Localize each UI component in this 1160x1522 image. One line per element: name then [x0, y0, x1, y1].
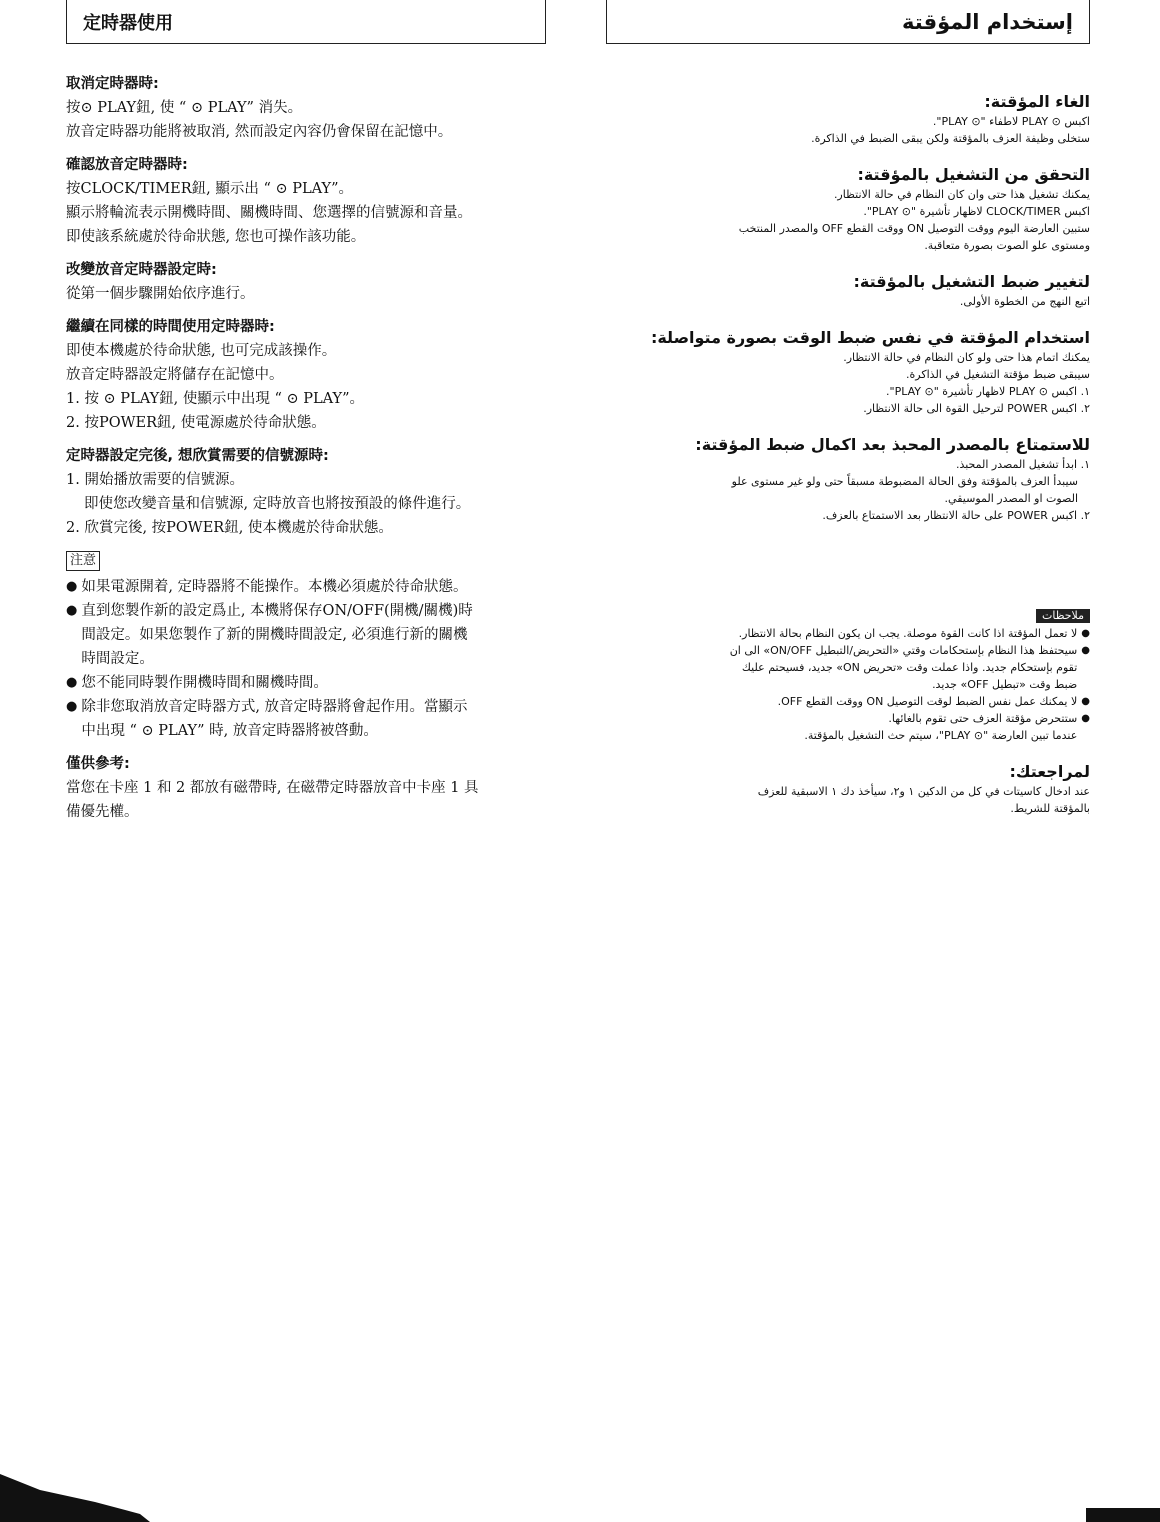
section-line: سيبدأ العزف بالمؤقتة وفق الحالة المضبوطة مسبقاً حتى ولو غير مستوى علو — [731, 475, 1078, 488]
arabic-page-title: إستخدام المؤقتة — [902, 9, 1073, 34]
section-cancel-timer — [66, 72, 546, 144]
note-line: عندما تبين العارضة "⊙ PLAY"، سيتم حث التشغيل بالمؤقتة. — [804, 729, 1078, 742]
note-item — [66, 695, 546, 743]
section-line: 2. 欣賞完後, 按POWER鈕, 使本機處於待命狀態。 — [66, 520, 393, 536]
section-line: سيبقى ضبط مؤقتة التشغيل في الذاكرة. — [906, 368, 1090, 381]
scan-shadow-artifact — [0, 1462, 150, 1522]
reference-block-ar — [606, 760, 1090, 817]
reference-line: 當您在卡座 1 和 2 都放有磁帶時, 在磁帶定時器放音中卡座 1 具 — [66, 780, 479, 796]
reference-line: 備優先權。 — [66, 804, 139, 820]
bullet-icon: ● — [66, 579, 78, 594]
section-line: ستخلى وظيفة العزف بالمؤقتة ولكن يبقى الضبط في الذاكرة. — [811, 132, 1090, 145]
note-line: ضبط وقت «تبطيل OFF» جديد. — [932, 678, 1078, 691]
bullet-icon: ● — [1081, 645, 1090, 656]
section-line: 顯示將輪流表示開機時間、關機時間、您選擇的信號源和音量。 — [66, 205, 472, 221]
note-line: 間設定。如果您製作了新的開機時間設定, 必須進行新的關機 — [81, 627, 468, 643]
section-heading: 繼續在同樣的時間使用定時器時: — [66, 319, 275, 335]
section-line: 1. 開始播放需要的信號源。 — [66, 472, 244, 488]
section-line: ١. ابدأ تشغيل المصدر المحبذ. — [955, 458, 1090, 471]
reference-block — [66, 752, 546, 824]
note-line: 直到您製作新的設定爲止, 本機將保存ON/OFF(開機/關機)時 — [81, 603, 473, 619]
section-line: اكبس CLOCK/TIMER لاظهار تأشيرة "⊙ PLAY". — [863, 205, 1090, 218]
chinese-sections — [66, 44, 546, 824]
section-line: ٢. اكبس POWER لترحيل القوة الى حالة الانتظار. — [863, 402, 1090, 415]
section-heading: 確認放音定時器時: — [66, 157, 188, 173]
section-heading: لتغيير ضبط التشغيل بالمؤقتة: — [853, 272, 1090, 291]
note-line: 如果電源開着, 定時器將不能操作。本機必須處於待命狀態。 — [81, 579, 468, 595]
note-line: 除非您取消放音定時器方式, 放音定時器將會起作用。當顯示 — [81, 699, 468, 715]
section-heading: استخدام المؤقتة في نفس ضبط الوقت بصورة متواصلة: — [650, 328, 1090, 347]
note-line: 您不能同時製作開機時間和關機時間。 — [81, 675, 328, 691]
section-line: 即使本機處於待命狀態, 也可完成該操作。 — [66, 343, 337, 359]
bullet-icon: ● — [66, 675, 78, 690]
bullet-icon: ● — [66, 603, 78, 618]
section-line: 放音定時器設定將儲存在記憶中。 — [66, 367, 284, 383]
bullet-icon: ● — [1081, 713, 1090, 724]
arabic-column — [606, 0, 1090, 833]
section-line: ستبين العارضة اليوم ووقت التوصيل ON ووقت القطع OFF والمصدر المنتخب — [738, 222, 1090, 235]
note-line: لا يمكنك عمل نفس الضبط لوقت التوصيل ON ووقت القطع OFF. — [777, 695, 1078, 708]
arabic-sections — [606, 44, 1090, 817]
arabic-title-box — [606, 0, 1090, 44]
bullet-icon: ● — [1081, 696, 1090, 707]
section-heading: التحقق من التشغيل بالمؤقتة: — [857, 165, 1090, 184]
note-label-ar: ملاحظات — [1036, 609, 1090, 623]
section-line: اتبع النهج من الخطوة الأولى. — [959, 295, 1090, 308]
section-repeat-timer — [66, 315, 546, 435]
bullet-icon: ● — [1081, 628, 1090, 639]
section-enjoy-source-ar — [606, 433, 1090, 524]
section-change-timer — [66, 258, 546, 306]
notes-block — [66, 549, 546, 743]
section-line: 按⊙ PLAY鈕, 使 “ ⊙ PLAY” 消失。 — [66, 100, 303, 116]
note-label: 注意 — [66, 551, 100, 571]
section-line: ١. اكبس ⊙ PLAY لاظهار تأشيرة "⊙ PLAY". — [886, 385, 1090, 398]
section-line: يمكنك اتمام هذا حتى ولو كان النظام في حالة الانتظار. — [843, 351, 1090, 364]
section-line: 1. 按 ⊙ PLAY鈕, 使顯示中出現 “ ⊙ PLAY”。 — [66, 391, 365, 407]
note-line: 中出現 “ ⊙ PLAY” 時, 放音定時器將被啓動。 — [81, 723, 378, 739]
section-repeat-timer-ar — [606, 326, 1090, 417]
section-line: 即使您改變音量和信號源, 定時放音也將按預設的條件進行。 — [84, 496, 471, 512]
reference-line: عند ادخال كاسيتات في كل من الدكين ١ و٢، سيأخذ دك ١ الاسبقية للعزف — [757, 785, 1090, 798]
section-line: 放音定時器功能將被取消, 然而設定內容仍會保留在記憶中。 — [66, 124, 453, 140]
note-line: سيحتفظ هذا النظام بإستحكامات وقتي «التحريض/التبطيل ON/OFF» الى ان — [729, 644, 1078, 657]
section-heading: 定時器設定完後, 想欣賞需要的信號源時: — [66, 448, 329, 464]
section-line: يمكنك تشغيل هذا حتى وان كان النظام في حالة الانتظار. — [833, 188, 1090, 201]
section-line: 從第一個步驟開始依序進行。 — [66, 286, 255, 302]
reference-heading: لمراجعتك: — [1009, 762, 1090, 781]
note-item — [66, 599, 546, 671]
section-line: ومستوى علو الصوت بصورة متعاقبة. — [924, 239, 1090, 252]
note-line: تقوم بإستحكام جديد. واذا عملت وقت «تحريض ON» جديد، فسيحتم عليك — [741, 661, 1078, 674]
section-heading: 改變放音定時器設定時: — [66, 262, 217, 278]
section-heading: 取消定時器時: — [66, 76, 159, 92]
section-line: ٢. اكبس POWER على حالة الانتظار بعد الاستمتاع بالعزف. — [822, 509, 1090, 522]
page-title: 定時器使用 — [83, 12, 173, 34]
note-item — [606, 642, 1090, 693]
section-line: الصوت او المصدر الموسيقي. — [944, 492, 1078, 505]
note-item — [606, 693, 1090, 710]
page-title-box — [66, 0, 546, 44]
section-heading: للاستمتاع بالمصدر المحبذ بعد اكمال ضبط المؤقتة: — [695, 435, 1090, 454]
section-heading: الغاء المؤقتة: — [984, 92, 1090, 111]
section-line: 按CLOCK/TIMER鈕, 顯示出 “ ⊙ PLAY”。 — [66, 181, 354, 197]
section-check-timer — [66, 153, 546, 249]
bullet-icon: ● — [66, 699, 78, 714]
note-item — [606, 710, 1090, 744]
section-line: 即使該系統處於待命狀態, 您也可操作該功能。 — [66, 229, 366, 245]
section-line: 2. 按POWER鈕, 使電源處於待命狀態。 — [66, 415, 326, 431]
note-line: لا تعمل المؤقتة اذا كانت القوة موصلة. يجب ان يكون النظام بحالة الانتظار. — [738, 627, 1078, 640]
notes-block-ar — [606, 604, 1090, 744]
note-line: 時間設定。 — [81, 651, 154, 667]
note-item — [606, 625, 1090, 642]
note-item — [66, 575, 546, 599]
section-cancel-timer-ar — [606, 90, 1090, 147]
reference-heading: 僅供參考: — [66, 756, 130, 772]
note-line: ستتحرض مؤقتة العزف حتى تقوم بالغائها. — [888, 712, 1078, 725]
section-enjoy-source — [66, 444, 546, 540]
scan-edge-bar — [1086, 1508, 1160, 1522]
section-check-timer-ar — [606, 163, 1090, 254]
section-line: اكبس ⊙ PLAY لاطفاء "⊙ PLAY". — [932, 115, 1090, 128]
reference-line: بالمؤقتة للشريط. — [1010, 802, 1090, 815]
section-change-timer-ar — [606, 270, 1090, 310]
note-item — [66, 671, 546, 695]
chinese-column — [66, 0, 546, 833]
